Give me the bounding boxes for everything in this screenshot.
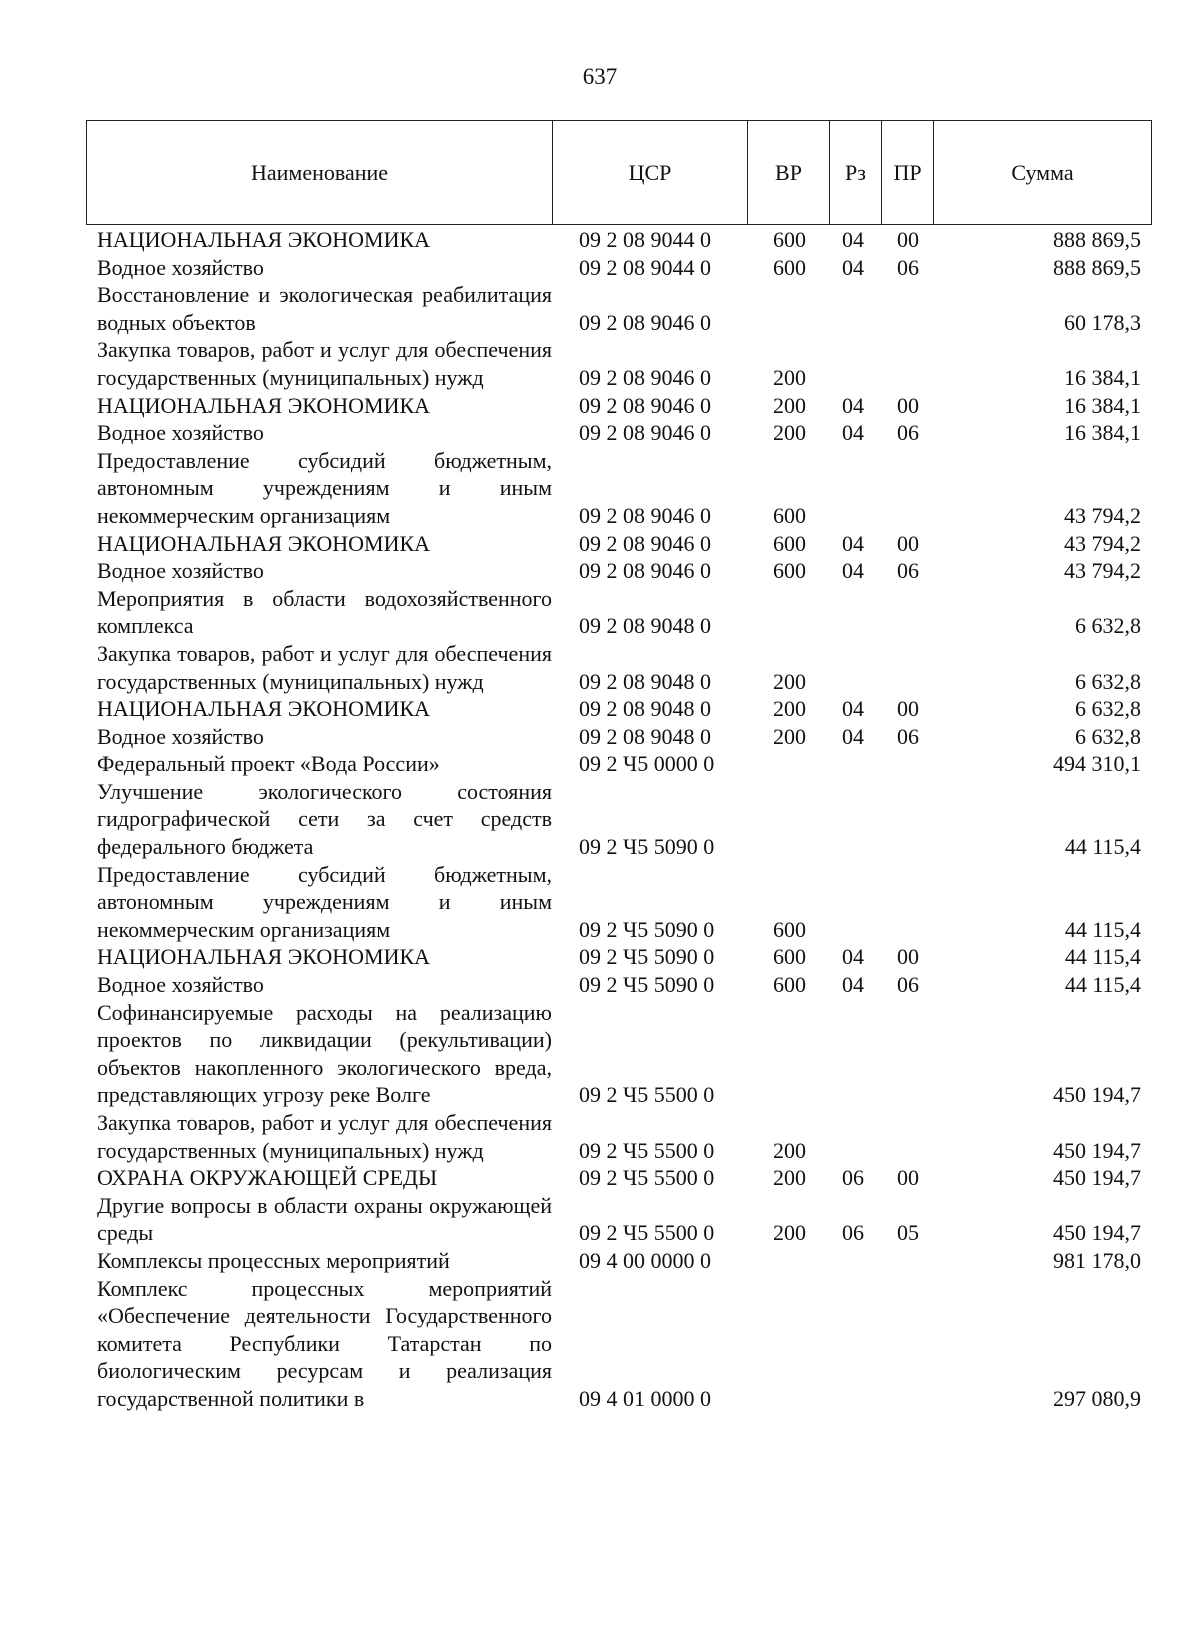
cell-vr: 200 bbox=[773, 420, 806, 446]
cell-name: Закупка товаров, работ и услуг для обеспечения государственных (муниципальных) нужд bbox=[97, 337, 552, 390]
cell-csr: 09 2 08 9046 0 bbox=[579, 558, 711, 584]
cell-vr: 600 bbox=[773, 227, 806, 252]
cell-sum: 6 632,8 bbox=[1075, 723, 1141, 749]
cell-csr: 09 2 08 9048 0 bbox=[579, 696, 711, 722]
cell-sum: 6 632,8 bbox=[1075, 696, 1141, 722]
table-row bbox=[86, 640, 1151, 695]
cell-sum: 888 869,5 bbox=[1053, 227, 1141, 252]
table-row bbox=[86, 254, 1151, 282]
cell-csr: 09 2 Ч5 5090 0 bbox=[579, 834, 715, 860]
cell-csr: 09 2 08 9044 0 bbox=[579, 254, 711, 280]
cell-sum: 981 178,0 bbox=[1053, 1247, 1141, 1273]
cell-csr: 09 2 Ч5 5500 0 bbox=[579, 1137, 715, 1163]
cell-name: Водное хозяйство bbox=[97, 254, 264, 280]
cell-name: НАЦИОНАЛЬНАЯ ЭКОНОМИКА bbox=[97, 696, 431, 722]
table-row bbox=[86, 392, 1151, 420]
table-row bbox=[86, 943, 1151, 971]
cell-csr: 09 2 08 9048 0 bbox=[579, 668, 711, 694]
table-row bbox=[86, 723, 1151, 751]
cell-vr: 200 bbox=[773, 1165, 806, 1191]
cell-pr: 00 bbox=[897, 530, 919, 556]
table-row bbox=[86, 336, 1151, 391]
cell-sum: 44 115,4 bbox=[1064, 944, 1141, 970]
cell-pr: 06 bbox=[897, 558, 919, 584]
cell-sum: 43 794,2 bbox=[1064, 530, 1141, 556]
cell-pr: 00 bbox=[897, 696, 919, 722]
cell-name: НАЦИОНАЛЬНАЯ ЭКОНОМИКА bbox=[97, 944, 431, 970]
cell-name: Водное хозяйство bbox=[97, 420, 264, 446]
cell-pr: 00 bbox=[897, 944, 919, 970]
column-header-name: Наименование bbox=[87, 121, 553, 225]
cell-sum: 16 384,1 bbox=[1064, 420, 1141, 446]
cell-csr: 09 4 00 0000 0 bbox=[579, 1247, 711, 1273]
cell-vr: 200 bbox=[773, 364, 806, 390]
cell-rz: 04 bbox=[842, 420, 864, 446]
cell-name: Водное хозяйство bbox=[97, 558, 264, 584]
cell-sum: 43 794,2 bbox=[1064, 558, 1141, 584]
cell-name: Другие вопросы в области охраны окружающей среды bbox=[97, 1192, 552, 1246]
cell-sum: 450 194,7 bbox=[1053, 1082, 1141, 1108]
cell-name: Водное хозяйство bbox=[97, 972, 264, 998]
cell-pr: 06 bbox=[897, 420, 919, 446]
cell-pr: 06 bbox=[897, 972, 919, 998]
cell-vr: 600 bbox=[773, 254, 806, 280]
cell-sum: 60 178,3 bbox=[1064, 309, 1141, 335]
cell-rz: 04 bbox=[842, 558, 864, 584]
cell-vr: 200 bbox=[773, 392, 806, 418]
cell-name: НАЦИОНАЛЬНАЯ ЭКОНОМИКА bbox=[97, 530, 431, 556]
cell-vr: 200 bbox=[773, 1137, 806, 1163]
column-header-pr: ПР bbox=[882, 121, 934, 225]
cell-name: Комплексы процессных мероприятий bbox=[97, 1247, 450, 1273]
table-row bbox=[86, 695, 1151, 723]
cell-rz: 06 bbox=[842, 1220, 864, 1246]
page-number: 637 bbox=[582, 64, 618, 89]
cell-sum: 16 384,1 bbox=[1064, 392, 1141, 418]
cell-vr: 600 bbox=[773, 944, 806, 970]
table-header bbox=[86, 120, 1152, 225]
cell-sum: 6 632,8 bbox=[1075, 613, 1141, 639]
cell-name: Предоставление субсидий бюджетным, автономным учреждениям и иным некоммерческим организациям bbox=[97, 861, 552, 942]
cell-rz: 04 bbox=[842, 227, 864, 252]
table-row bbox=[86, 1164, 1151, 1192]
cell-sum: 16 384,1 bbox=[1064, 364, 1141, 390]
column-header-vr: ВР bbox=[748, 121, 830, 225]
table-row bbox=[86, 1192, 1151, 1247]
cell-csr: 09 2 08 9044 0 bbox=[579, 227, 711, 252]
column-header-rz: Рз bbox=[830, 121, 882, 225]
cell-pr: 05 bbox=[897, 1220, 919, 1246]
cell-csr: 09 2 08 9046 0 bbox=[579, 530, 711, 556]
cell-name: НАЦИОНАЛЬНАЯ ЭКОНОМИКА bbox=[97, 227, 431, 252]
cell-sum: 450 194,7 bbox=[1053, 1165, 1141, 1191]
column-header-csr: ЦСР bbox=[553, 121, 748, 225]
cell-rz: 04 bbox=[842, 392, 864, 418]
cell-sum: 297 080,9 bbox=[1053, 1385, 1141, 1411]
cell-vr: 600 bbox=[773, 972, 806, 998]
table-row bbox=[86, 971, 1151, 999]
cell-csr: 09 4 01 0000 0 bbox=[579, 1385, 711, 1411]
cell-csr: 09 2 08 9046 0 bbox=[579, 392, 711, 418]
cell-csr: 09 2 Ч5 5090 0 bbox=[579, 972, 715, 998]
cell-name: НАЦИОНАЛЬНАЯ ЭКОНОМИКА bbox=[97, 392, 431, 418]
cell-sum: 450 194,7 bbox=[1053, 1220, 1141, 1246]
table-row bbox=[86, 419, 1151, 447]
cell-rz: 04 bbox=[842, 530, 864, 556]
cell-vr: 200 bbox=[773, 723, 806, 749]
cell-csr: 09 2 Ч5 5500 0 bbox=[579, 1165, 715, 1191]
cell-csr: 09 2 Ч5 5500 0 bbox=[579, 1220, 715, 1246]
table-row bbox=[86, 750, 1151, 778]
cell-csr: 09 2 Ч5 5090 0 bbox=[579, 916, 715, 942]
cell-sum: 44 115,4 bbox=[1064, 972, 1141, 998]
cell-sum: 44 115,4 bbox=[1064, 834, 1141, 860]
cell-name: Мероприятия в области водохозяйственного комплекса bbox=[97, 585, 552, 639]
cell-name: Федеральный проект «Вода России» bbox=[97, 751, 440, 777]
cell-pr: 06 bbox=[897, 723, 919, 749]
cell-rz: 04 bbox=[842, 972, 864, 998]
cell-rz: 04 bbox=[842, 696, 864, 722]
cell-name: Софинансируемые расходы на реализацию проектов по ликвидации (рекультивации) объектов накопленного экологического вреда, представляющих угрозу реке Волге bbox=[97, 999, 552, 1108]
column-header-sum: Сумма bbox=[934, 121, 1152, 225]
table-row bbox=[86, 999, 1151, 1109]
table-row bbox=[86, 447, 1151, 530]
cell-vr: 200 bbox=[773, 668, 806, 694]
cell-csr: 09 2 08 9048 0 bbox=[579, 723, 711, 749]
cell-name: ОХРАНА ОКРУЖАЮЩЕЙ СРЕДЫ bbox=[97, 1165, 438, 1191]
cell-csr: 09 2 08 9046 0 bbox=[579, 309, 711, 335]
table-row bbox=[86, 1247, 1151, 1275]
cell-csr: 09 2 08 9046 0 bbox=[579, 364, 711, 390]
cell-sum: 888 869,5 bbox=[1053, 254, 1141, 280]
cell-csr: 09 2 Ч5 5090 0 bbox=[579, 944, 715, 970]
table-row bbox=[86, 530, 1151, 558]
cell-vr: 200 bbox=[773, 1220, 806, 1246]
cell-name: Комплекс процессных мероприятий «Обеспечение деятельности Государственного комитета Республики Татарстан по биологическим ресурсам и реализация государственной политики в bbox=[97, 1275, 552, 1411]
cell-sum: 450 194,7 bbox=[1053, 1137, 1141, 1163]
table-row bbox=[86, 861, 1151, 944]
cell-csr: 09 2 08 9046 0 bbox=[579, 502, 711, 528]
cell-sum: 43 794,2 bbox=[1064, 502, 1141, 528]
cell-pr: 06 bbox=[897, 254, 919, 280]
cell-name: Закупка товаров, работ и услуг для обеспечения государственных (муниципальных) нужд bbox=[97, 640, 552, 694]
cell-csr: 09 2 Ч5 0000 0 bbox=[579, 751, 715, 777]
cell-name: Предоставление субсидий бюджетным, автономным учреждениям и иным некоммерческим организациям bbox=[97, 447, 552, 528]
cell-name: Улучшение экологического состояния гидрографической сети за счет средств федерального бюджета bbox=[97, 778, 552, 860]
table-row bbox=[86, 557, 1151, 585]
cell-sum: 494 310,1 bbox=[1053, 751, 1141, 777]
cell-vr: 600 bbox=[773, 502, 806, 528]
cell-csr: 09 2 08 9048 0 bbox=[579, 613, 711, 639]
cell-vr: 200 bbox=[773, 696, 806, 722]
table-body bbox=[86, 226, 1151, 1413]
cell-name: Восстановление и экологическая реабилитация водных объектов bbox=[97, 282, 552, 335]
cell-vr: 600 bbox=[773, 916, 806, 942]
table-row bbox=[86, 226, 1151, 254]
cell-name: Водное хозяйство bbox=[97, 723, 264, 749]
table-row bbox=[86, 1109, 1151, 1164]
cell-rz: 04 bbox=[842, 944, 864, 970]
cell-csr: 09 2 08 9046 0 bbox=[579, 420, 711, 446]
table-row bbox=[86, 585, 1151, 640]
cell-pr: 00 bbox=[897, 1165, 919, 1191]
cell-vr: 600 bbox=[773, 530, 806, 556]
cell-pr: 00 bbox=[897, 227, 919, 252]
cell-rz: 04 bbox=[842, 723, 864, 749]
cell-csr: 09 2 Ч5 5500 0 bbox=[579, 1082, 715, 1108]
cell-sum: 44 115,4 bbox=[1064, 916, 1141, 942]
table-row bbox=[86, 778, 1151, 861]
cell-rz: 04 bbox=[842, 254, 864, 280]
cell-name: Закупка товаров, работ и услуг для обеспечения государственных (муниципальных) нужд bbox=[97, 1110, 552, 1163]
cell-rz: 06 bbox=[842, 1165, 864, 1191]
cell-vr: 600 bbox=[773, 558, 806, 584]
table-row bbox=[86, 1275, 1151, 1413]
cell-pr: 00 bbox=[897, 392, 919, 418]
table-row bbox=[86, 281, 1151, 336]
cell-sum: 6 632,8 bbox=[1075, 668, 1141, 694]
